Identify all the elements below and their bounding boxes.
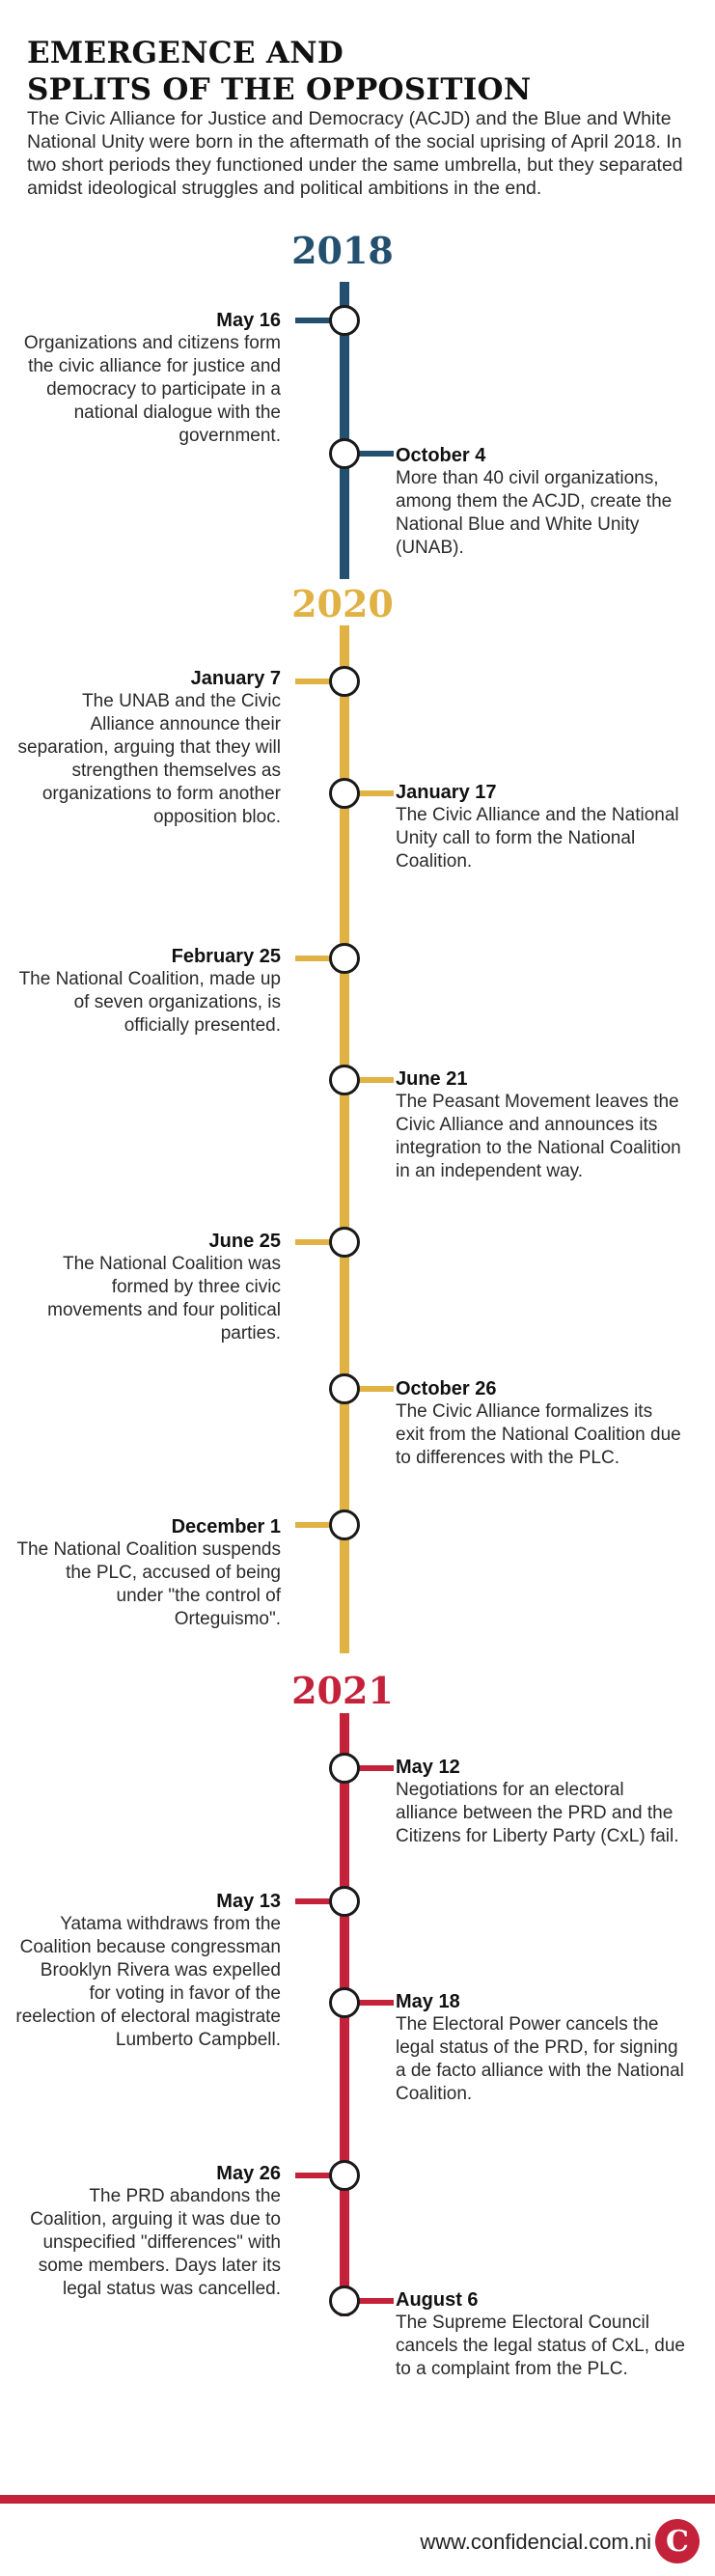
event-node	[329, 943, 360, 974]
event-item	[15, 1515, 281, 1631]
event-item	[396, 1756, 685, 1848]
event-text: The UNAB and the Civic Alliance announce their separation, arguing that they will strengthen themselves as organizations to form another opposition bloc.	[17, 691, 281, 827]
event-text: Organizations and citizens form the civic alliance for justice and democracy to participate in a national dialogue with the government.	[23, 333, 281, 446]
event-text: Negotiations for an electoral alliance between the PRD and the Citizens for Liberty Party (CxL) fail.	[396, 1780, 679, 1846]
event-text: The Electoral Power cancels the legal status of the PRD, for signing a de facto alliance with the National Coalition.	[396, 2014, 684, 2104]
event-item	[15, 309, 281, 448]
event-node	[329, 1886, 360, 1917]
event-text: The Peasant Movement leaves the Civic Alliance and announces its integration to the National Coalition in an independent way.	[396, 1092, 681, 1181]
event-item	[15, 1890, 281, 2052]
confidencial-logo-icon[interactable]	[655, 2519, 700, 2563]
event-date: August 6	[396, 2289, 479, 2311]
event-node	[329, 1373, 360, 1404]
event-text: The National Coalition, made up of seven organizations, is officially presented.	[18, 969, 281, 1036]
event-text: More than 40 civil organizations, among them the ACJD, create the National Blue and White Unity (UNAB).	[396, 468, 673, 558]
event-node	[329, 1753, 360, 1784]
intro-paragraph: The Civic Alliance for Justice and Democracy (ACJD) and the Blue and White National Unity were born in the aftermath of the social uprising of April 2018. In two short periods they functioned under the same umbrella, but they separated amidst ideological struggles and political ambitions in the end.	[27, 108, 683, 199]
event-date: May 13	[216, 1891, 281, 1912]
event-date: January 7	[190, 668, 281, 689]
event-date: January 17	[396, 782, 497, 803]
footer-divider	[0, 2495, 715, 2504]
event-item	[396, 1990, 685, 2106]
event-item	[396, 1377, 685, 1470]
footer-site-link[interactable]: www.confidencial.com.ni	[420, 2530, 651, 2554]
event-item	[15, 945, 281, 1038]
event-item	[396, 1067, 685, 1183]
page-title	[27, 35, 531, 108]
event-item	[15, 1230, 281, 1345]
event-text: Yatama withdraws from the Coalition because congressman Brooklyn Rivera was expelled for voting in favor of the reelection of electoral magistrate Lumberto Campbell.	[15, 1914, 281, 2050]
event-item	[396, 2288, 685, 2381]
event-node	[329, 1227, 360, 1258]
title-line-1: EMERGENCE AND	[27, 36, 344, 70]
event-date: May 12	[396, 1757, 460, 1778]
event-text: The Supreme Electoral Council cancels the legal status of CxL, due to a complaint from the PLC.	[396, 2313, 685, 2379]
event-date: June 21	[396, 1068, 468, 1090]
event-item	[396, 781, 685, 873]
year-label-2020: 2020	[289, 583, 396, 625]
year-label-2021: 2021	[289, 1670, 396, 1712]
event-item	[15, 667, 281, 829]
year-label-2018: 2018	[289, 230, 396, 272]
event-node	[329, 2160, 360, 2191]
event-text: The Civic Alliance and the National Unity call to form the National Coalition.	[396, 805, 679, 872]
event-item	[15, 2162, 281, 2301]
event-node	[329, 2285, 360, 2316]
event-date: May 16	[216, 310, 281, 331]
event-date: October 26	[396, 1378, 497, 1399]
event-node	[329, 438, 360, 469]
event-text: The National Coalition suspends the PLC, accused of being under "the control of Orteguismo".	[16, 1539, 281, 1629]
event-node	[329, 778, 360, 809]
event-date: February 25	[171, 946, 281, 967]
event-item	[396, 444, 685, 560]
event-date: June 25	[208, 1231, 281, 1252]
event-text: The National Coalition was formed by three civic movements and four political parties.	[47, 1254, 281, 1343]
event-text: The Civic Alliance formalizes its exit from the National Coalition due to differences with the PLC.	[396, 1401, 681, 1468]
event-node	[329, 1987, 360, 2018]
event-date: May 26	[216, 2163, 281, 2184]
event-node	[329, 1510, 360, 1540]
event-date: December 1	[171, 1516, 281, 1537]
event-date: May 18	[396, 1991, 460, 2012]
logo-letter: C	[666, 2525, 689, 2558]
event-date: October 4	[396, 445, 486, 466]
logo-glyph	[661, 2525, 694, 2558]
event-node	[329, 1065, 360, 1095]
title-line-2: SPLITS OF THE OPPOSITION	[27, 72, 532, 107]
event-text: The PRD abandons the Coalition, arguing it was due to unspecified "differences" with some members. Days later its legal status was cancelled.	[30, 2186, 281, 2299]
event-node	[329, 666, 360, 697]
event-node	[329, 305, 360, 336]
